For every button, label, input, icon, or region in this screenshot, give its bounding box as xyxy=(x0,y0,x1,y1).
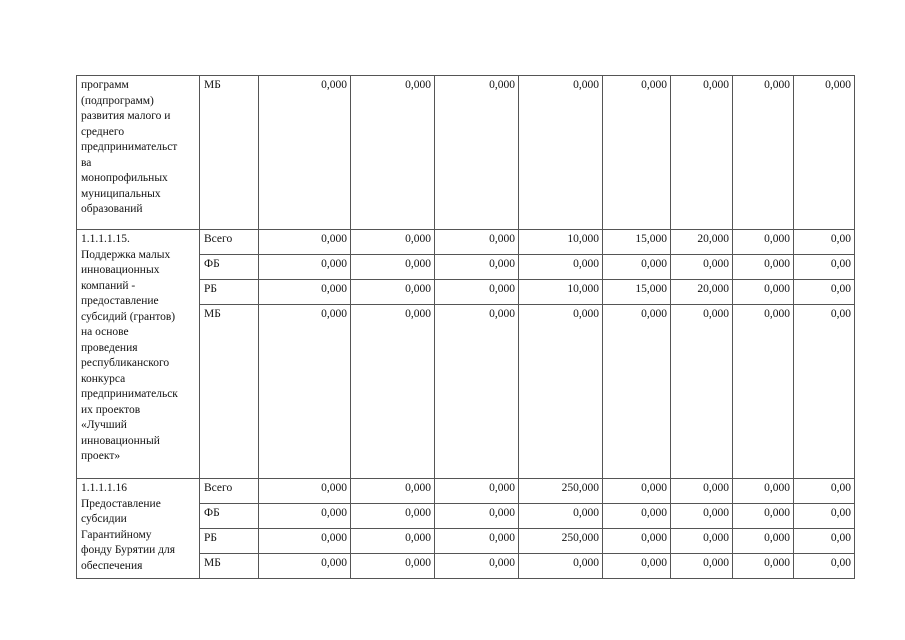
amount-cell: 0,000 xyxy=(794,76,855,230)
amount-cell: 0,000 xyxy=(351,76,435,230)
amount-cell: 0,000 xyxy=(435,529,519,554)
amount-cell: 0,000 xyxy=(259,305,351,479)
amount-cell: 0,000 xyxy=(351,305,435,479)
amount-cell: 0,000 xyxy=(603,76,671,230)
amount-cell: 0,000 xyxy=(603,479,671,504)
amount-cell: 0,000 xyxy=(435,280,519,305)
amount-cell: 0,000 xyxy=(733,76,794,230)
amount-cell: 0,000 xyxy=(259,280,351,305)
amount-cell: 0,000 xyxy=(733,554,794,579)
amount-cell: 0,000 xyxy=(519,76,603,230)
amount-cell: 0,00 xyxy=(794,554,855,579)
measure-name-line: субсидии xyxy=(81,513,127,525)
amount-cell: 20,000 xyxy=(671,230,733,255)
amount-cell: 0,000 xyxy=(259,529,351,554)
measure-name-line: образований xyxy=(81,203,143,215)
measure-name-cell xyxy=(77,230,200,479)
amount-cell: 0,000 xyxy=(733,529,794,554)
amount-cell: 0,000 xyxy=(435,554,519,579)
amount-cell: 0,00 xyxy=(794,230,855,255)
amount-cell: 0,000 xyxy=(435,255,519,280)
measure-name-line: компаний - xyxy=(81,279,136,292)
amount-cell: 0,000 xyxy=(259,76,351,230)
amount-cell: 0,000 xyxy=(519,255,603,280)
measure-name-line: 1.1.1.1.15. xyxy=(81,233,130,245)
measure-name-line: Предоставление xyxy=(81,497,161,510)
measure-name-line: ва xyxy=(81,156,92,169)
measure-name-line: фонду Бурятии для xyxy=(81,544,176,556)
amount-cell: 15,000 xyxy=(603,230,671,255)
amount-cell: 0,00 xyxy=(794,529,855,554)
amount-cell: 0,00 xyxy=(794,280,855,305)
amount-cell: 0,000 xyxy=(351,230,435,255)
funding-source-cell: МБ xyxy=(200,305,259,479)
funding-source-cell: Всего xyxy=(200,479,259,504)
amount-cell: 0,000 xyxy=(259,255,351,280)
measure-name-line: инновационных xyxy=(81,264,160,276)
amount-cell: 0,000 xyxy=(259,230,351,255)
amount-cell: 0,000 xyxy=(351,479,435,504)
table-row xyxy=(77,230,855,255)
amount-cell: 0,000 xyxy=(603,504,671,529)
measure-name-line: конкурса xyxy=(81,372,126,385)
budget-table xyxy=(76,75,855,579)
amount-cell: 0,000 xyxy=(733,504,794,529)
funding-source-cell: ФБ xyxy=(200,504,259,529)
amount-cell: 15,000 xyxy=(603,280,671,305)
measure-name-line: предпринимательск xyxy=(81,388,178,400)
amount-cell: 0,00 xyxy=(794,479,855,504)
amount-cell: 0,00 xyxy=(794,305,855,479)
measure-name-cell xyxy=(77,479,200,579)
amount-cell: 0,000 xyxy=(435,230,519,255)
measure-name-line: предоставление xyxy=(81,295,159,307)
amount-cell: 0,000 xyxy=(603,255,671,280)
amount-cell: 0,000 xyxy=(519,305,603,479)
amount-cell: 0,000 xyxy=(259,504,351,529)
measure-name-line: проект» xyxy=(81,450,121,462)
measure-name-line: муниципальных xyxy=(81,187,161,200)
amount-cell: 0,000 xyxy=(671,305,733,479)
amount-cell: 0,000 xyxy=(671,554,733,579)
amount-cell: 0,000 xyxy=(671,255,733,280)
measure-name-line: республиканского xyxy=(81,357,170,369)
table-row xyxy=(77,479,855,504)
measure-name-line: «Лучший xyxy=(81,419,127,431)
measure-name-line: монопрофильных xyxy=(81,172,168,184)
amount-cell: 250,000 xyxy=(519,529,603,554)
funding-source-cell: МБ xyxy=(200,76,259,230)
amount-cell: 0,000 xyxy=(435,479,519,504)
amount-cell: 0,000 xyxy=(351,554,435,579)
amount-cell: 0,000 xyxy=(519,504,603,529)
measure-name-line: программ xyxy=(81,79,129,91)
amount-cell: 0,000 xyxy=(435,76,519,230)
amount-cell: 0,000 xyxy=(733,305,794,479)
measure-name-line: Поддержка малых xyxy=(81,248,171,261)
amount-cell: 0,000 xyxy=(259,554,351,579)
amount-cell: 0,000 xyxy=(733,280,794,305)
amount-cell: 0,000 xyxy=(351,280,435,305)
amount-cell: 0,00 xyxy=(794,504,855,529)
funding-source-cell: МБ xyxy=(200,554,259,579)
amount-cell: 0,000 xyxy=(671,479,733,504)
amount-cell: 0,000 xyxy=(603,305,671,479)
amount-cell: 0,000 xyxy=(671,504,733,529)
amount-cell: 0,000 xyxy=(603,554,671,579)
budget-table-body xyxy=(77,76,855,579)
funding-source-cell: Всего xyxy=(200,230,259,255)
amount-cell: 0,000 xyxy=(351,529,435,554)
amount-cell: 20,000 xyxy=(671,280,733,305)
measure-name-line: (подпрограмм) xyxy=(81,94,154,107)
amount-cell: 10,000 xyxy=(519,230,603,255)
amount-cell: 0,000 xyxy=(671,529,733,554)
funding-source-cell: РБ xyxy=(200,529,259,554)
amount-cell: 0,000 xyxy=(603,529,671,554)
measure-name-line: обеспечения xyxy=(81,559,143,572)
measure-name-line: их проектов xyxy=(81,403,141,416)
amount-cell: 0,000 xyxy=(733,255,794,280)
measure-name-cell xyxy=(77,76,200,230)
funding-source-cell: РБ xyxy=(200,280,259,305)
funding-source-cell: ФБ xyxy=(200,255,259,280)
amount-cell: 0,000 xyxy=(671,76,733,230)
amount-cell: 0,000 xyxy=(519,554,603,579)
measure-name-line: развития малого и xyxy=(81,110,171,122)
table-row xyxy=(77,76,855,230)
amount-cell: 0,000 xyxy=(435,504,519,529)
amount-cell: 0,000 xyxy=(351,504,435,529)
measure-name-line: среднего xyxy=(81,125,125,138)
amount-cell: 0,000 xyxy=(259,479,351,504)
measure-name-line: проведения xyxy=(81,341,138,354)
measure-name-line: инновационный xyxy=(81,434,160,447)
measure-name-line: Гарантийному xyxy=(81,528,152,541)
measure-name-line: на основе xyxy=(81,326,129,338)
amount-cell: 0,000 xyxy=(733,230,794,255)
amount-cell: 0,000 xyxy=(733,479,794,504)
measure-name-line: предпринимательст xyxy=(81,141,178,153)
measure-name-line: 1.1.1.1.16 xyxy=(81,482,127,494)
amount-cell: 0,000 xyxy=(351,255,435,280)
amount-cell: 0,00 xyxy=(794,255,855,280)
amount-cell: 0,000 xyxy=(435,305,519,479)
amount-cell: 250,000 xyxy=(519,479,603,504)
amount-cell: 10,000 xyxy=(519,280,603,305)
measure-name-line: субсидий (грантов) xyxy=(81,310,176,323)
